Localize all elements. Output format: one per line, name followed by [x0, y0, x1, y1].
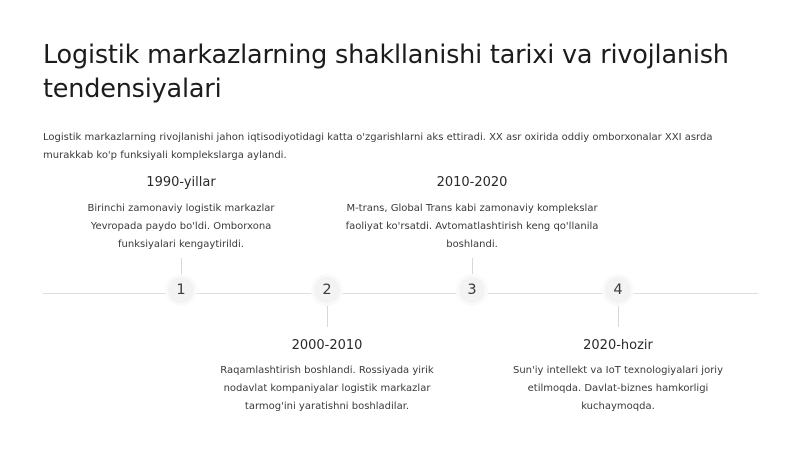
timeline-axis: [43, 293, 758, 294]
timeline-step-number: 3: [467, 282, 477, 298]
timeline-connector: [618, 303, 619, 327]
timeline-event-title: 2020-hozir: [583, 338, 653, 353]
timeline-event-description: Raqamlashtirish boshlandi. Rossiyada yirik nodavlat kompaniyalar logistik markazlar tarmog'ini yaratishni boshladilar.: [220, 365, 434, 412]
timeline-step-number: 2: [322, 282, 332, 298]
timeline-step-number: 4: [613, 282, 623, 298]
timeline-event-title: 2010-2020: [436, 175, 508, 190]
page-title: Logistik markazlarning shakllanishi tarixi va rivojlanish tendensiyalari: [43, 40, 729, 104]
timeline-event-description: Sun'iy intellekt va IoT texnologiyalari joriy etilmoqda. Davlat-biznes hamkorligi kuchaymoqda.: [512, 365, 724, 412]
timeline-connector: [472, 258, 473, 278]
timeline-connector: [327, 303, 328, 327]
timeline-event-title: 1990-yillar: [146, 175, 216, 190]
timeline-event-title: 2000-2010: [291, 338, 363, 353]
timeline-connector: [181, 258, 182, 278]
intro-paragraph: Logistik markazlarning rivojlanishi jahon iqtisodiyotidagi katta o'zgarishlarni aks ettiradi. XX asr oxirida oddiy omborxonalar XXI asrda murakkab ko'p funksiyali komplekslarga aylandi.: [43, 132, 713, 161]
timeline-event-description: M-trans, Global Trans kabi zamonaviy komplekslar faoliyat ko'rsatdi. Avtomatlashtirish keng qo'llanila boshlandi.: [345, 203, 599, 250]
timeline-step-number: 1: [176, 282, 186, 298]
timeline-event-description: Birinchi zamonaviy logistik markazlar Yevropada paydo bo'ldi. Omborxona funksiyalari kengaytirildi.: [87, 203, 275, 250]
